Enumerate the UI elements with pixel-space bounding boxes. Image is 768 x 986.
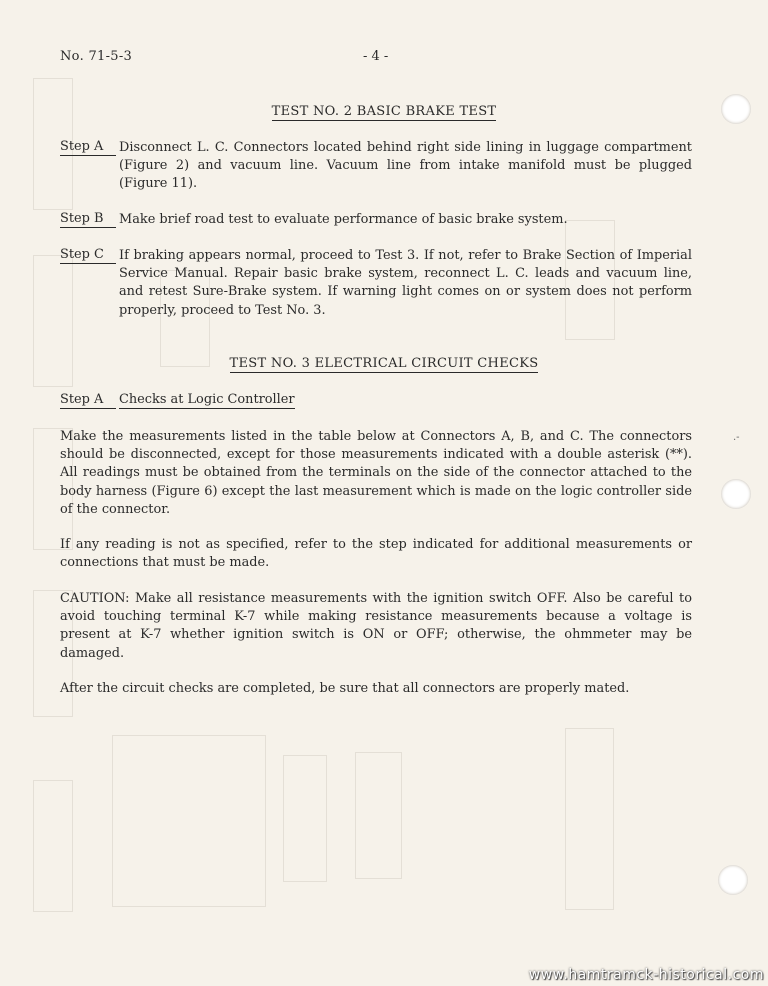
test2-step-c <box>60 247 692 320</box>
test3-heading <box>0 356 768 371</box>
step-a-title: Checks at Logic Controller <box>119 392 295 407</box>
punch-hole <box>718 865 748 895</box>
test2-title: TEST NO. 2 BASIC BRAKE TEST <box>271 104 497 119</box>
test3-title: TEST NO. 3 ELECTRICAL CIRCUIT CHECKS <box>229 356 539 371</box>
bleed-through-box <box>112 735 266 907</box>
measurement-instructions: Make the measurements listed in the table below at Connectors A, B, and C. The connectors should be disconnected, except for those measurements indicated with a double asterisk (**). All readings must be obtained from the terminals on the side of the connector attached to the body harness (Figure 6) except the last measurement which is made on the logic controller side of the connector. <box>60 429 692 517</box>
step-text: Make brief road test to evaluate performance of basic brake system. <box>119 212 568 227</box>
bleed-through-box <box>355 752 402 879</box>
test2-heading <box>0 104 768 119</box>
test2-step-a <box>60 139 692 194</box>
bleed-through-box <box>565 728 614 910</box>
caution-note: CAUTION: Make all resistance measurements with the ignition switch OFF. Also be careful to avoid touching terminal K-7 while making resistance measurements because a voltage is present at K-7 whether ignition switch is ON or OFF; otherwise, the ohmmeter may be damaged. <box>60 591 692 661</box>
bleed-through-box <box>33 780 73 912</box>
test2-step-b <box>60 211 692 229</box>
stray-mark: .- <box>733 432 740 443</box>
step-text: If braking appears normal, proceed to Test 3. If not, refer to Brake Section of Imperial Service Manual. Repair basic brake system, reconnect L. C. leads and vacuum line, and retest Sure-Brake system. If warning light comes on or system does not perform properly, proceed to Test No. 3. <box>119 248 692 318</box>
step-label: Step A <box>60 139 116 156</box>
step-label: Step B <box>60 211 116 228</box>
bleed-through-box <box>283 755 327 882</box>
site-watermark: www.hamtramck-historical.com <box>528 967 764 983</box>
document-number: No. 71-5-3 <box>60 49 133 64</box>
reading-instructions: If any reading is not as specified, refer to the step indicated for additional measurements or connections that must be made. <box>60 537 692 571</box>
step-label: Step A <box>60 392 116 409</box>
step-label: Step C <box>60 247 116 264</box>
page-number: - 4 - <box>363 49 389 64</box>
step-text: Disconnect L. C. Connectors located behind right side lining in luggage compartment (Figure 2) and vacuum line. Vacuum line from intake manifold must be plugged (Figure 11). <box>119 140 692 192</box>
punch-hole <box>721 479 751 509</box>
closing-note: After the circuit checks are completed, be sure that all connectors are properly mated. <box>60 681 630 696</box>
